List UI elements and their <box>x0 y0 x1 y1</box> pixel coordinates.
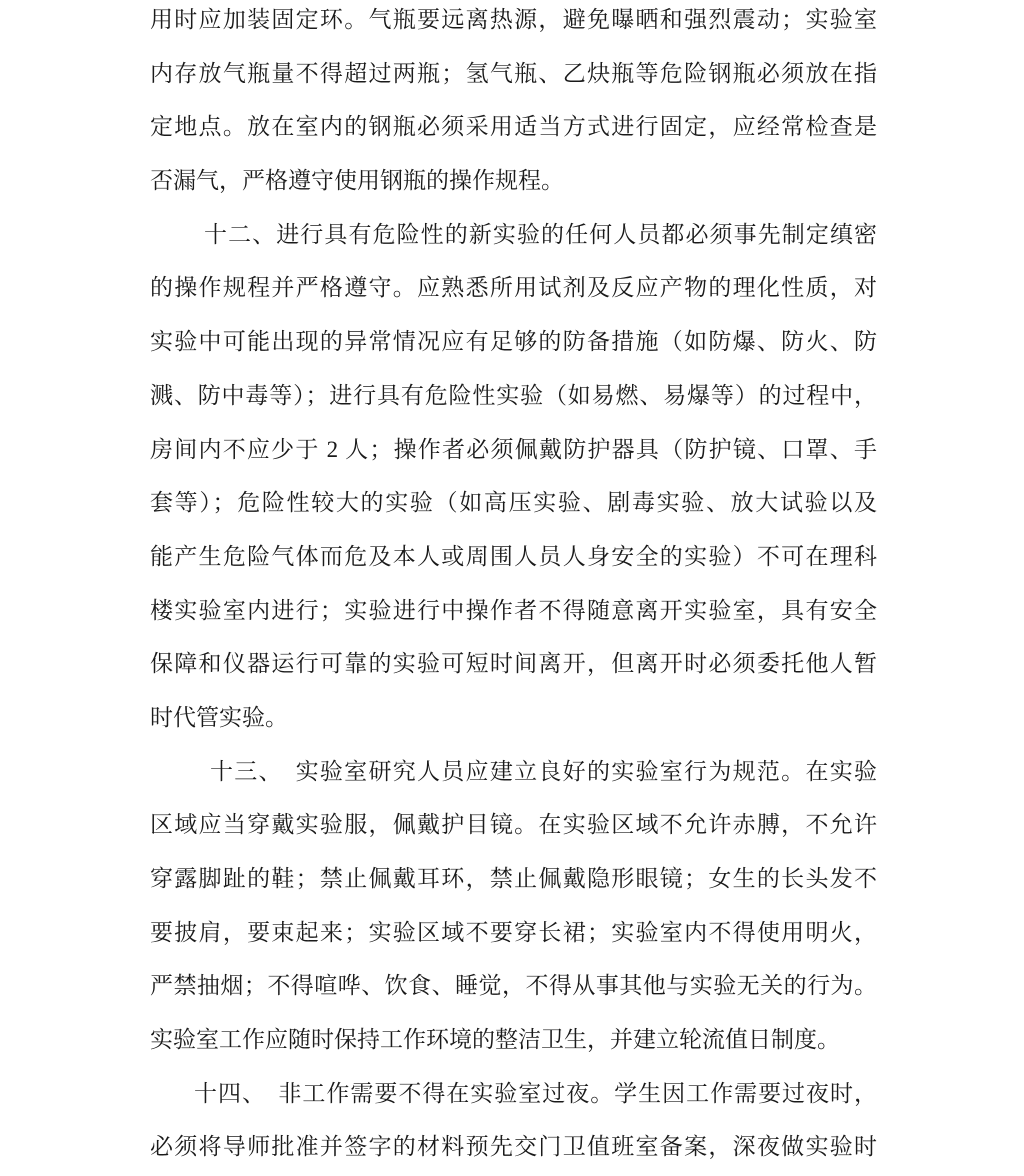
text-line: 定地点。放在室内的钢瓶必须采用适当方式进行固定，应经常检查是 <box>150 114 877 140</box>
text-line: 必须将导师批准并签字的材料预先交门卫值班室备案，深夜做实验时 <box>150 1134 877 1160</box>
text-line: 楼实验室内进行；实验进行中操作者不得随意离开实验室，具有安全 <box>150 597 877 623</box>
text-line: 能产生危险气体而危及本人或周围人员人身安全的实验）不可在理科 <box>150 543 877 569</box>
text-line: 穿露脚趾的鞋；禁止佩戴耳环，禁止佩戴隐形眼镜；女生的长头发不 <box>150 866 877 891</box>
text-line: 十四、 非工作需要不得在实验室过夜。学生因工作需要过夜时， <box>194 1080 877 1106</box>
text-line: 实验中可能出现的异常情况应有足够的防备措施（如防爆、防火、防 <box>150 329 877 355</box>
text-line: 套等）；危险性较大的实验（如高压实验、剧毒实验、放大试验以及 <box>150 490 877 516</box>
paragraph <box>150 208 877 745</box>
text-line: 严禁抽烟；不得喧哗、饮食、睡觉，不得从事其他与实验无关的行为。 <box>150 973 877 999</box>
paragraph <box>150 0 877 208</box>
paragraph <box>150 1067 877 1174</box>
text-line: 的操作规程并严格遵守。应熟悉所用试剂及反应产物的理化性质，对 <box>150 275 877 301</box>
text-line: 十二、进行具有危险性的新实验的任何人员都必须事先制定缜密 <box>204 221 877 247</box>
text-line: 否漏气，严格遵守使用钢瓶的操作规程。 <box>150 168 564 194</box>
text-line: 区域应当穿戴实验服，佩戴护目镜。在实验区域不允许赤膊，不允许 <box>150 812 877 838</box>
text-line: 溅、防中毒等）；进行具有危险性实验（如易燃、易爆等）的过程中， <box>150 382 877 408</box>
text-line: 实验室工作应随时保持工作环境的整洁卫生，并建立轮流值日制度。 <box>150 1027 840 1053</box>
paragraph <box>150 745 877 1067</box>
document-text <box>150 0 877 1174</box>
text-line: 保障和仪器运行可靠的实验可短时间离开，但离开时必须委托他人暂 <box>150 651 877 677</box>
text-line: 房间内不应少于 2 人；操作者必须佩戴防护器具（防护镜、口罩、手 <box>150 436 877 462</box>
text-line: 要披肩，要束起来；实验区域不要穿长裙；实验室内不得使用明火， <box>150 919 877 945</box>
text-line: 十三、 实验室研究人员应建立良好的实验室行为规范。在实验 <box>210 758 877 784</box>
text-line: 内存放气瓶量不得超过两瓶；氢气瓶、乙炔瓶等危险钢瓶必须放在指 <box>150 60 877 86</box>
text-line: 时代管实验。 <box>150 704 288 730</box>
text-line: 用时应加装固定环。气瓶要远离热源，避免曝晒和强烈震动；实验室 <box>150 7 877 32</box>
